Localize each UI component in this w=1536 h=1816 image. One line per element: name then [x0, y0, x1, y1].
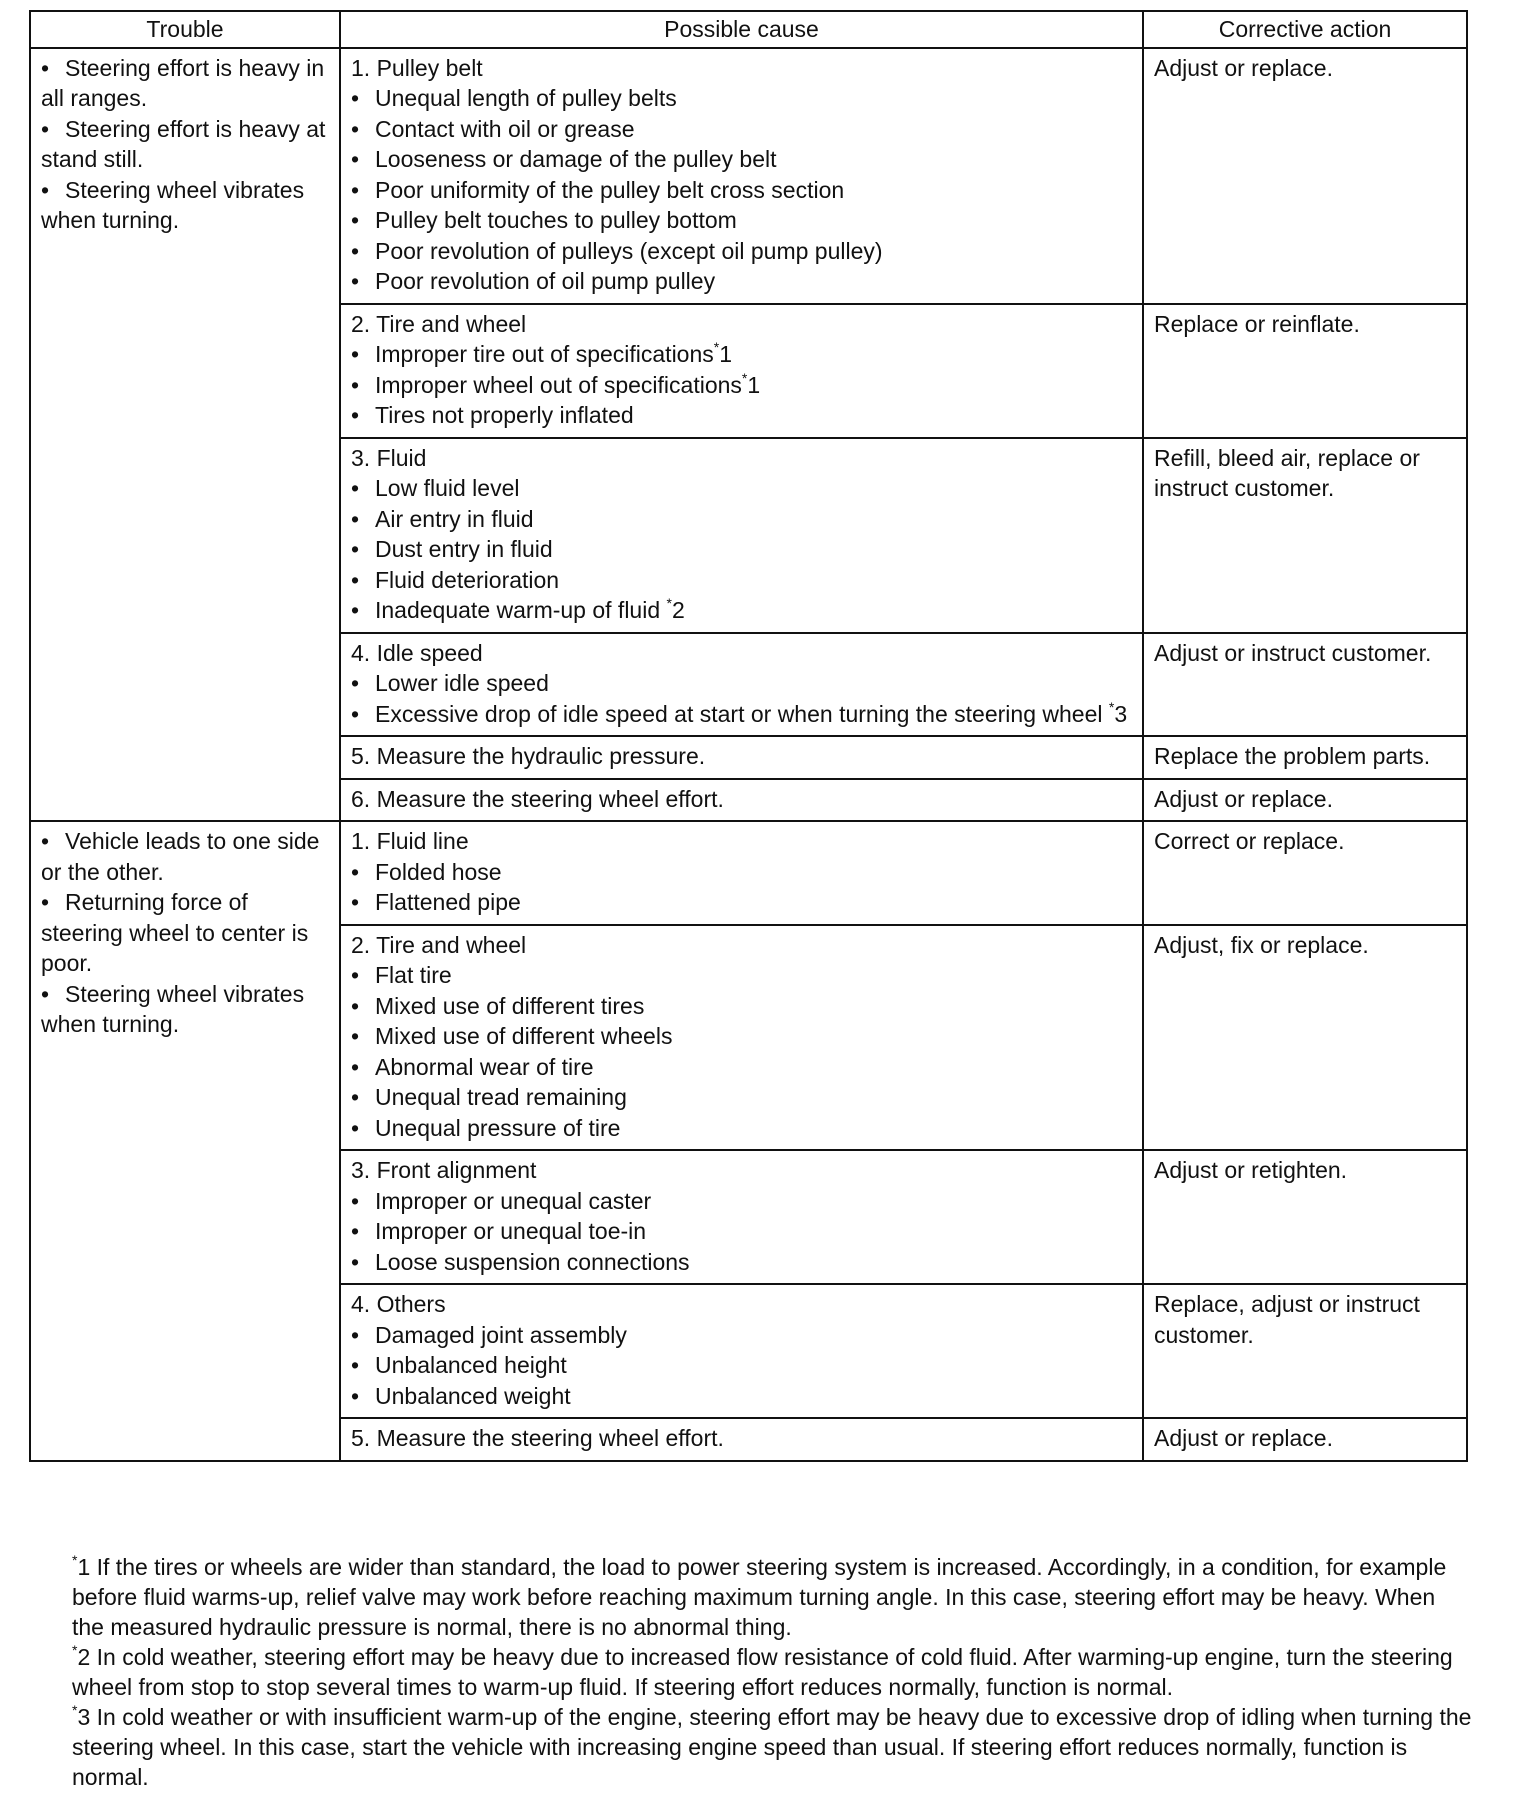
- cause-item: [351, 175, 1132, 206]
- cause-item: [351, 565, 1132, 596]
- cause-item: [351, 1216, 1132, 1247]
- cause-item: [351, 1113, 1132, 1144]
- table-row: [30, 48, 1467, 304]
- footnote-text: 1 If the tires or wheels are wider than standard, the load to power steering system is increased. Accordingly, in a condition, for example before fluid warms-up, relief valve may work before reaching maximum turning angle. In this case, steering effort may be heavy. When the measured hydraulic pressure is normal, there is no abnormal thing.: [72, 1554, 1447, 1640]
- cause-item: [351, 400, 1132, 431]
- cause-item: [351, 205, 1132, 236]
- footnote-mark: *: [72, 1552, 78, 1568]
- cause-item-text: Low fluid level: [375, 475, 520, 501]
- cause-item-text: Improper wheel out of specifications: [375, 371, 742, 398]
- cause-heading: 5. Measure the steering wheel effort.: [351, 1425, 724, 1451]
- header-trouble: Trouble: [30, 11, 340, 48]
- possible-cause-cell: [340, 736, 1143, 779]
- footnote-mark: *: [72, 1702, 78, 1718]
- corrective-action-cell: Replace or reinflate.: [1143, 304, 1467, 438]
- corrective-action-cell: Replace the problem parts.: [1143, 736, 1467, 779]
- cause-item-text: Excessive drop of idle speed at start or when turning the steering wheel: [375, 700, 1109, 727]
- possible-cause-cell: [340, 1284, 1143, 1418]
- trouble-cell: [30, 48, 340, 822]
- corrective-action-cell: Adjust or replace.: [1143, 48, 1467, 304]
- troubleshooting-table: [29, 10, 1468, 1462]
- corrective-action-cell: Replace, adjust or instruct customer.: [1143, 1284, 1467, 1418]
- cause-heading: 4. Others: [351, 1291, 446, 1317]
- document-page: [29, 10, 1466, 1462]
- cause-heading: 5. Measure the hydraulic pressure.: [351, 743, 706, 769]
- cause-item: [351, 857, 1132, 888]
- possible-cause-cell: [340, 304, 1143, 438]
- cause-item: [351, 266, 1132, 297]
- cause-item: [351, 144, 1132, 175]
- cause-item-text: Poor revolution of pulleys (except oil pump pulley): [375, 237, 883, 264]
- footnote-star: *: [666, 595, 672, 611]
- cause-item: [351, 114, 1132, 145]
- footnote-ref: 3: [1114, 700, 1128, 727]
- cause-item: [351, 1021, 1132, 1052]
- corrective-action-cell: Adjust or replace.: [1143, 779, 1467, 822]
- cause-item: [351, 1052, 1132, 1083]
- corrective-action-cell: Adjust or retighten.: [1143, 1150, 1467, 1284]
- header-corrective-action: Corrective action: [1143, 11, 1467, 48]
- footnote-star: *: [1108, 698, 1115, 715]
- cause-item-text: Dust entry in fluid: [375, 536, 553, 562]
- trouble-item: • Steering wheel vibrates when turning.: [41, 979, 329, 1040]
- footnote-star: *: [713, 339, 720, 355]
- footnote: [72, 1552, 1472, 1642]
- header-possible-cause: Possible cause: [340, 11, 1143, 48]
- cause-item: [351, 473, 1132, 504]
- cause-item-text: Loose suspension connections: [375, 1248, 690, 1275]
- footnote: [72, 1642, 1472, 1702]
- footnote-ref: 2: [671, 597, 685, 623]
- cause-item: [351, 236, 1132, 267]
- possible-cause-cell: [340, 925, 1143, 1151]
- footnote-star: *: [741, 369, 748, 386]
- cause-heading: 3. Front alignment: [351, 1157, 537, 1183]
- cause-item-text: Mixed use of different tires: [375, 992, 645, 1019]
- possible-cause-cell: [340, 48, 1143, 304]
- cause-item: [351, 595, 1132, 626]
- footnote-text: 3 In cold weather or with insufficient warm-up of the engine, steering effort may be heavy due to excessive drop of idling when turning the steering wheel. In this case, start the vehicle with increasing engine speed than usual. If steering effort reduces normally, function is normal.: [72, 1704, 1472, 1790]
- footnote-text: 2 In cold weather, steering effort may be heavy due to increased flow resistance of cold fluid. After warming-up engine, turn the steering wheel from stop to stop several times to warm-up fluid. If steering effort reduces normally, function is normal.: [72, 1644, 1453, 1700]
- cause-item-text: Poor revolution of oil pump pulley: [375, 268, 716, 294]
- cause-item: [351, 370, 1132, 401]
- cause-heading: 1. Pulley belt: [351, 54, 483, 81]
- cause-item-text: Mixed use of different wheels: [375, 1023, 673, 1049]
- cause-item-text: Damaged joint assembly: [375, 1321, 627, 1348]
- cause-item: [351, 1186, 1132, 1217]
- cause-item-text: Improper or unequal toe-in: [375, 1218, 647, 1244]
- cause-item-text: Fluid deterioration: [375, 566, 560, 593]
- possible-cause-cell: [340, 633, 1143, 737]
- possible-cause-cell: [340, 821, 1143, 925]
- cause-item-text: Unbalanced weight: [375, 1382, 571, 1409]
- cause-item: [351, 339, 1132, 370]
- cause-item-text: Improper tire out of specifications: [375, 341, 714, 367]
- possible-cause-cell: [340, 779, 1143, 822]
- cause-item-text: Lower idle speed: [375, 670, 549, 696]
- cause-item-text: Unequal length of pulley belts: [375, 85, 677, 111]
- cause-item: [351, 1381, 1132, 1412]
- cause-item-text: Contact with oil or grease: [375, 115, 635, 142]
- cause-heading: 4. Idle speed: [351, 639, 483, 666]
- cause-item-text: Abnormal wear of tire: [375, 1053, 594, 1080]
- corrective-action-cell: Adjust, fix or replace.: [1143, 925, 1467, 1151]
- cause-heading: 6. Measure the steering wheel effort.: [351, 785, 724, 812]
- cause-heading: 2. Tire and wheel: [351, 931, 527, 958]
- cause-item: [351, 1350, 1132, 1381]
- cause-heading: 2. Tire and wheel: [351, 310, 527, 337]
- possible-cause-cell: [340, 1150, 1143, 1284]
- cause-item: [351, 534, 1132, 565]
- table-body: [30, 48, 1467, 1461]
- cause-item-text: Unequal tread remaining: [375, 1084, 627, 1110]
- cause-item-text: Flat tire: [375, 962, 452, 988]
- cause-item: [351, 1082, 1132, 1113]
- cause-item-text: Inadequate warm-up of fluid: [375, 597, 667, 623]
- cause-item: [351, 991, 1132, 1022]
- trouble-cell: [30, 821, 340, 1461]
- footnote: [72, 1702, 1472, 1792]
- corrective-action-cell: Adjust or instruct customer.: [1143, 633, 1467, 737]
- cause-item: [351, 1247, 1132, 1278]
- footnotes: [72, 1552, 1472, 1792]
- possible-cause-cell: [340, 438, 1143, 633]
- cause-item: [351, 699, 1132, 730]
- cause-item-text: Unbalanced height: [375, 1352, 567, 1378]
- cause-item: [351, 83, 1132, 114]
- cause-item-text: Pulley belt touches to pulley bottom: [375, 207, 737, 233]
- trouble-item: • Vehicle leads to one side or the other.: [41, 826, 329, 887]
- cause-item-text: Air entry in fluid: [375, 505, 534, 532]
- cause-item-text: Unequal pressure of tire: [375, 1114, 621, 1141]
- trouble-item: • Steering wheel vibrates when turning.: [41, 175, 329, 236]
- footnote-ref: 1: [719, 341, 733, 367]
- cause-heading: 3. Fluid: [351, 444, 427, 471]
- cause-item-text: Tires not properly inflated: [375, 402, 634, 428]
- cause-item: [351, 668, 1132, 699]
- cause-item: [351, 504, 1132, 535]
- table-row: [30, 821, 1467, 925]
- cause-item-text: Improper or unequal caster: [375, 1187, 652, 1214]
- cause-item-text: Folded hose: [375, 858, 502, 885]
- trouble-item: • Steering effort is heavy at stand still.: [41, 114, 329, 175]
- footnote-mark: *: [72, 1642, 78, 1658]
- table-header-row: [30, 11, 1467, 48]
- possible-cause-cell: [340, 1418, 1143, 1461]
- cause-item-text: Flattened pipe: [375, 889, 521, 915]
- cause-heading: 1. Fluid line: [351, 828, 469, 854]
- corrective-action-cell: Correct or replace.: [1143, 821, 1467, 925]
- footnote-ref: 1: [747, 371, 761, 398]
- cause-item-text: Poor uniformity of the pulley belt cross section: [375, 176, 845, 203]
- cause-item: [351, 887, 1132, 918]
- trouble-item: • Steering effort is heavy in all ranges.: [41, 53, 329, 114]
- corrective-action-cell: Adjust or replace.: [1143, 1418, 1467, 1461]
- cause-item: [351, 960, 1132, 991]
- corrective-action-cell: Refill, bleed air, replace or instruct customer.: [1143, 438, 1467, 633]
- cause-item: [351, 1320, 1132, 1351]
- cause-item-text: Looseness or damage of the pulley belt: [375, 146, 777, 172]
- trouble-item: • Returning force of steering wheel to center is poor.: [41, 887, 329, 979]
